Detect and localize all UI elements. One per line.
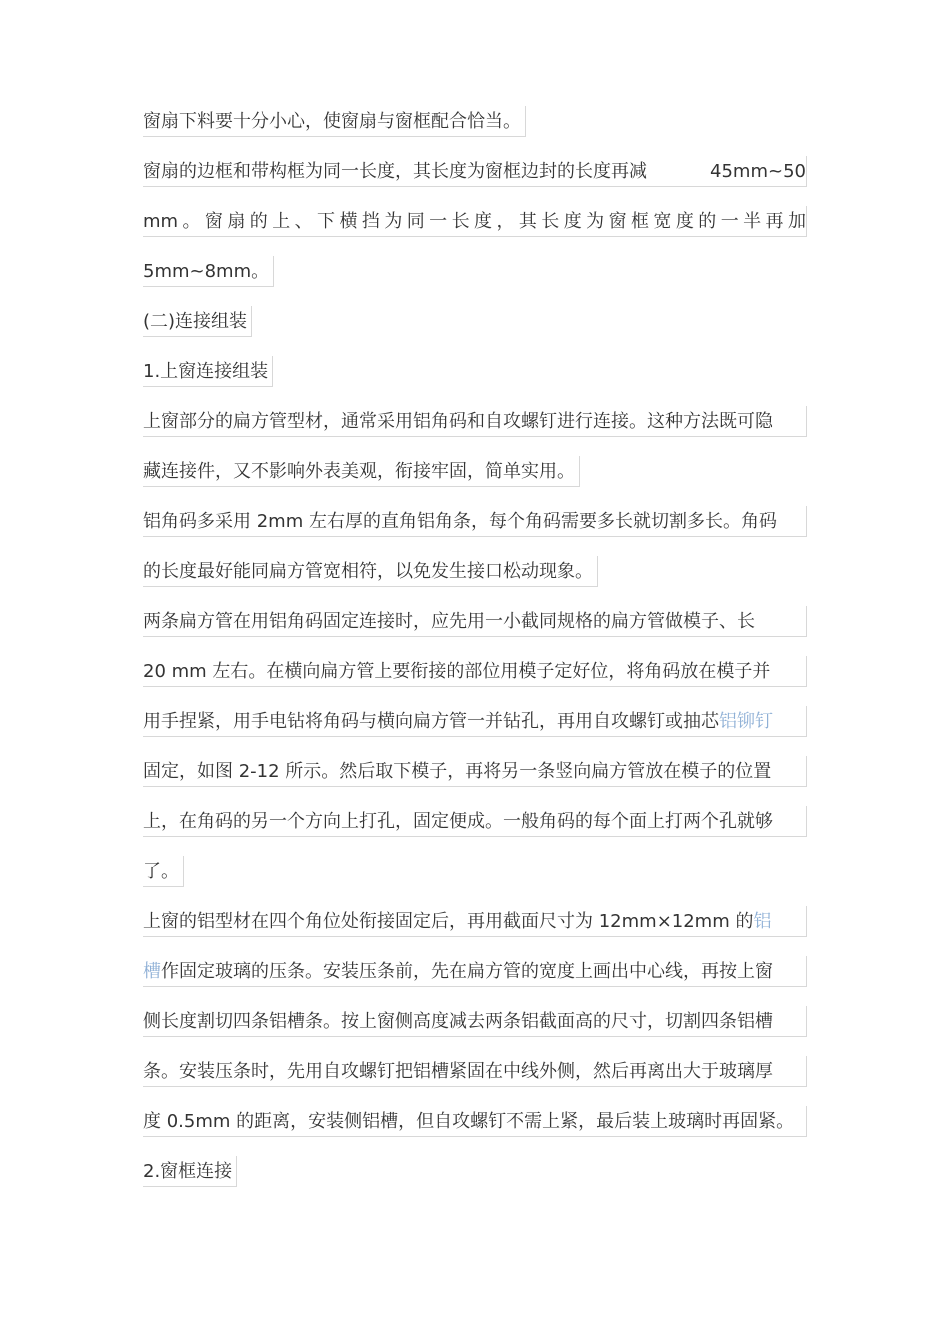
link-aluminum-rivet[interactable]: 铝铆钉 <box>719 711 773 732</box>
text-line <box>143 645 807 695</box>
text-line <box>143 495 807 545</box>
text-line <box>143 1045 807 1095</box>
text-line <box>143 995 807 1045</box>
line-text-part: 上窗的铝型材在四个角位处衔接固定后，再用截面尺寸为 12mm×12mm 的 <box>143 911 754 932</box>
text-line <box>143 895 807 945</box>
text-line <box>143 845 807 895</box>
text-line <box>143 395 807 445</box>
line-text: 了。 <box>143 856 184 887</box>
text-line <box>143 145 807 195</box>
line-text <box>143 706 807 737</box>
text-line <box>143 595 807 645</box>
text-line <box>143 795 807 845</box>
line-text: 窗扇下料要十分小心，使窗扇与窗框配合恰当。 <box>143 106 526 137</box>
line-text: 20 mm 左右。在横向扁方管上要衔接的部位用模子定好位，将角码放在模子并 <box>143 656 807 687</box>
text-line <box>143 695 807 745</box>
line-text <box>143 906 807 937</box>
text-line <box>143 545 807 595</box>
text-line <box>143 95 807 145</box>
line-text: 侧长度割切四条铝槽条。按上窗侧高度减去两条铝截面高的尺寸，切割四条铝槽 <box>143 1006 807 1037</box>
line-text: (二)连接组装 <box>143 306 252 337</box>
line-text-part: 作固定玻璃的压条。安装压条前，先在扁方管的宽度上画出中心线，再按上窗 <box>161 961 773 982</box>
link-aluminum-channel-part1[interactable]: 铝 <box>753 911 772 932</box>
line-text: 5mm~8mm。 <box>143 256 274 287</box>
line-text: 度 0.5mm 的距离，安装侧铝槽，但自攻螺钉不需上紧，最后装上玻璃时再固紧。 <box>143 1106 807 1137</box>
text-line <box>143 1095 807 1145</box>
subsection-heading <box>143 1145 807 1195</box>
line-text: 两条扁方管在用铝角码固定连接时，应先用一小截同规格的扁方管做模子、长 <box>143 606 807 637</box>
line-text: 藏连接件，又不影响外表美观，衔接牢固，简单实用。 <box>143 456 580 487</box>
text-line <box>143 445 807 495</box>
line-text: 的长度最好能同扁方管宽相符，以免发生接口松动现象。 <box>143 556 598 587</box>
line-text: 上，在角码的另一个方向上打孔，固定便成。一般角码的每个面上打两个孔就够 <box>143 806 807 837</box>
line-text: 条。安装压条时，先用自攻螺钉把铝槽紧固在中线外侧，然后再离出大于玻璃厚 <box>143 1056 807 1087</box>
line-text <box>143 956 807 987</box>
link-aluminum-channel-part2[interactable]: 槽 <box>143 961 161 982</box>
line-text-part: 窗扇的边框和带构框为同一长度，其长度为窗框边封的长度再减 <box>143 161 647 182</box>
subsection-heading <box>143 345 807 395</box>
line-text: 1.上窗连接组装 <box>143 356 273 387</box>
line-text: 铝角码多采用 2mm 左右厚的直角铝角条，每个角码需要多长就切割多长。角码 <box>143 506 807 537</box>
line-text-number: 45mm~50 <box>710 161 806 182</box>
line-text: mm。窗扇的上、下横挡为同一长度，其长度为窗框宽度的一半再加 <box>143 206 807 237</box>
line-text: 2.窗框连接 <box>143 1156 237 1187</box>
text-line <box>143 245 807 295</box>
text-line <box>143 945 807 995</box>
text-line <box>143 745 807 795</box>
line-text <box>143 156 807 187</box>
document-page <box>143 95 807 1195</box>
section-heading <box>143 295 807 345</box>
line-text: 固定，如图 2-12 所示。然后取下模子，再将另一条竖向扁方管放在模子的位置 <box>143 756 807 787</box>
line-text: 上窗部分的扁方管型材，通常采用铝角码和自攻螺钉进行连接。这种方法既可隐 <box>143 406 807 437</box>
line-text-part: 用手捏紧，用手电钻将角码与横向扁方管一并钻孔，再用自攻螺钉或抽芯 <box>143 711 719 732</box>
text-line <box>143 195 807 245</box>
